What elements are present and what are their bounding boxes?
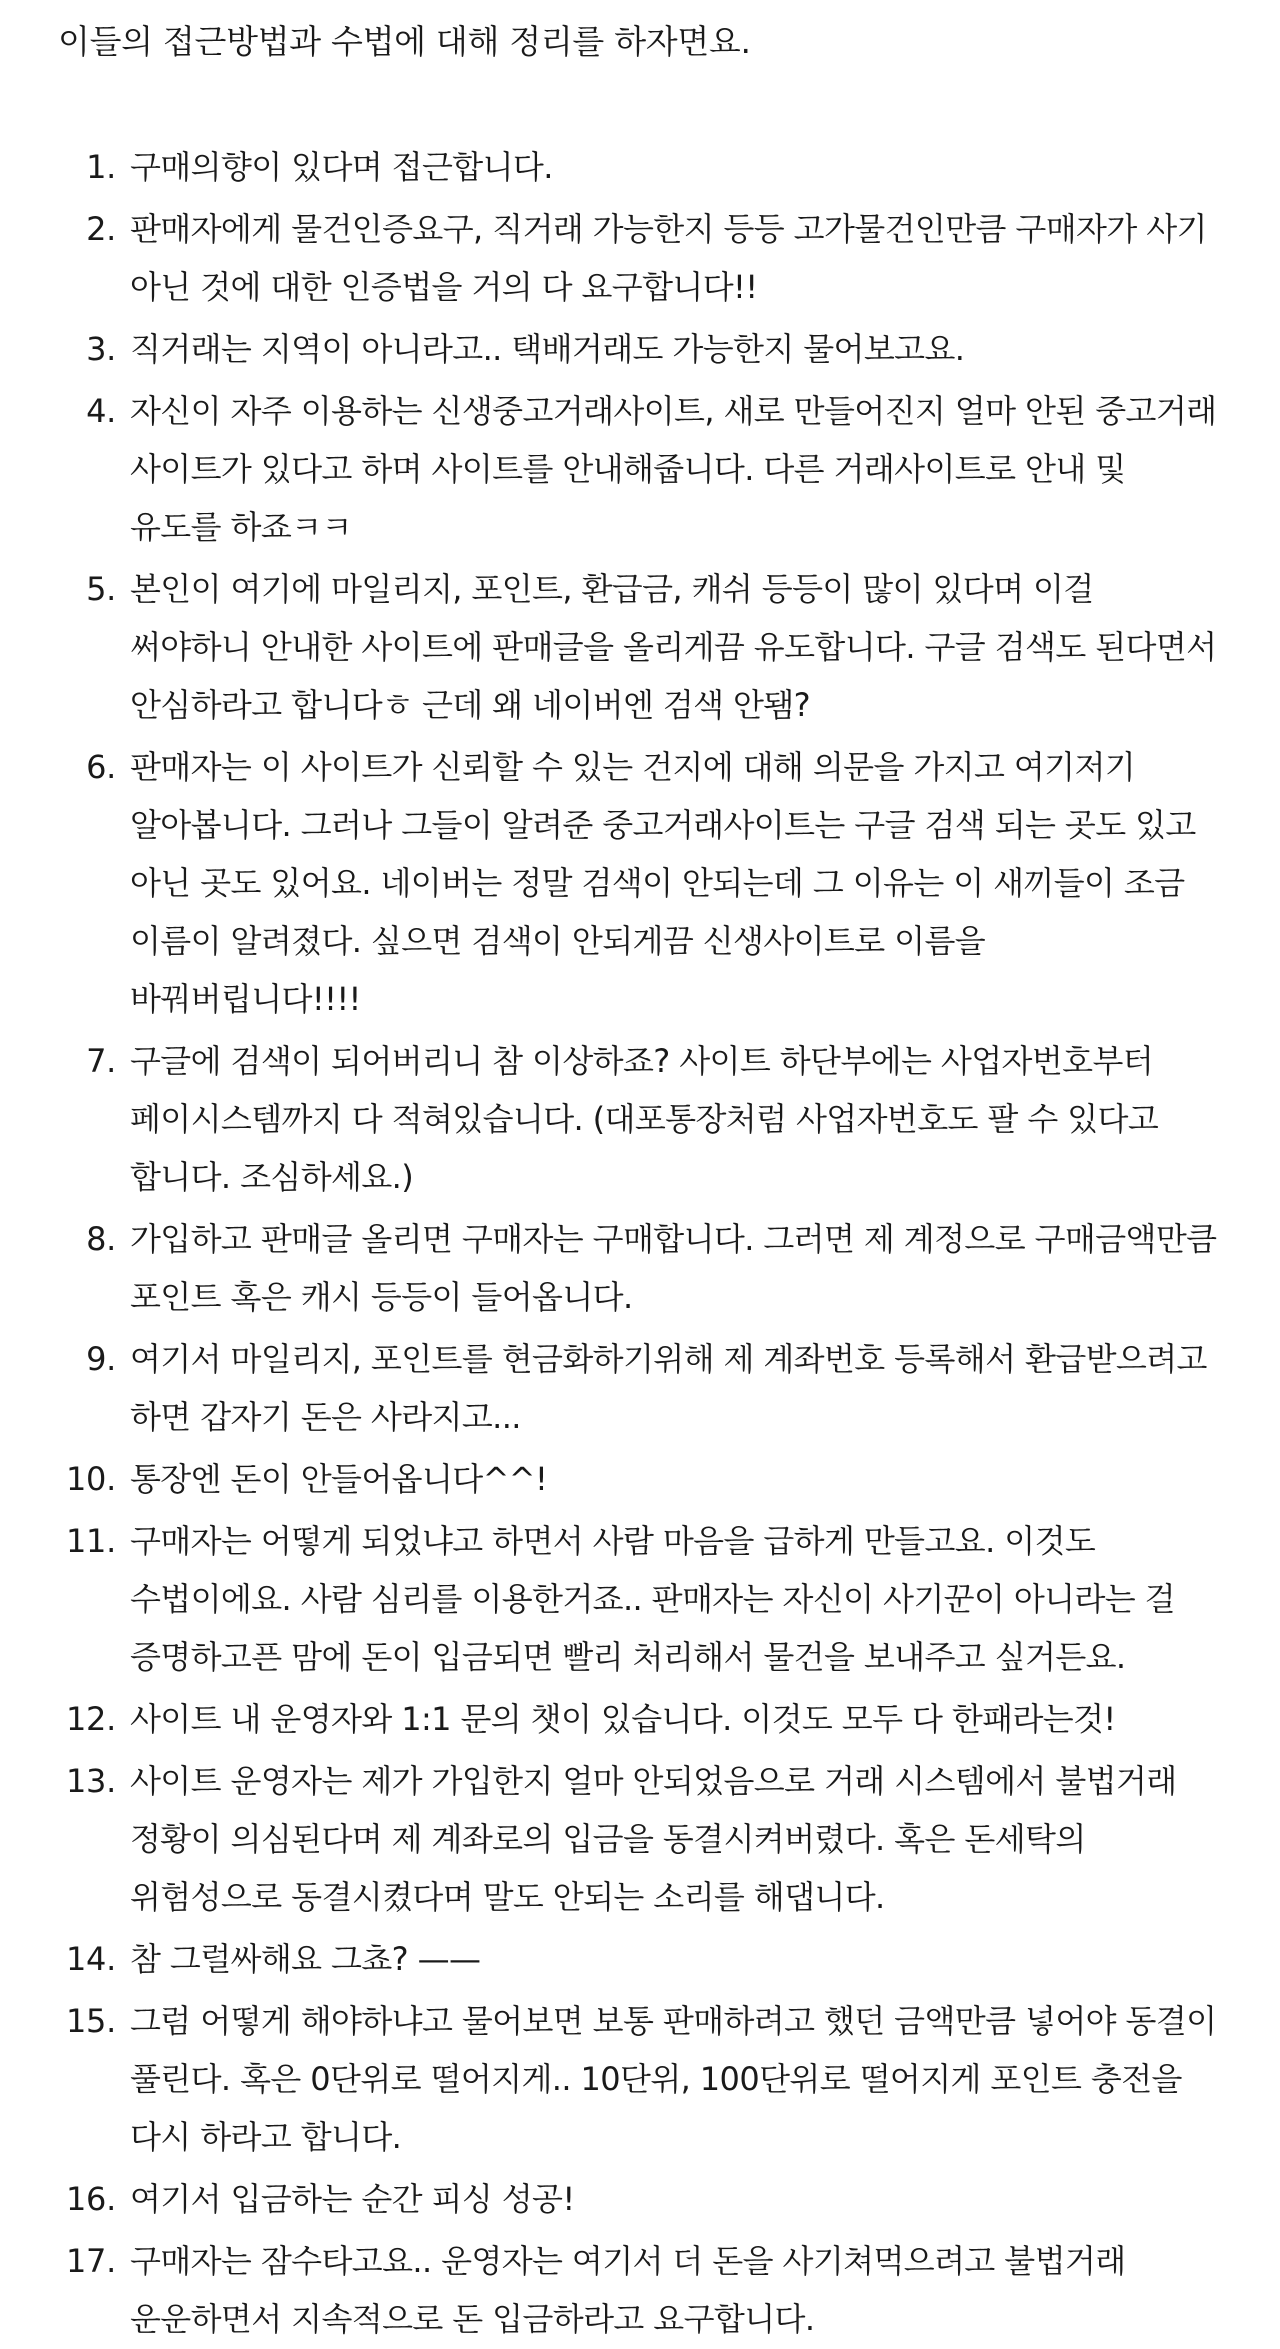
intro-paragraph: 이들의 접근방법과 수법에 대해 정리를 하자면요. (58, 22, 751, 61)
list-item (50, 138, 1220, 196)
list-item (50, 1210, 1220, 1326)
list-item-number: 14. (66, 1940, 116, 1978)
scam-steps-list (50, 138, 1220, 2348)
list-item-number: 13. (66, 1762, 116, 1800)
list-item (50, 1930, 1220, 1988)
list-item-text: 본인이 여기에 마일리지, 포인트, 환급금, 캐쉬 등등이 많이 있다며 이걸 써야하니 안내한 사이트에 판매글을 올리게끔 유도합니다. 구글 검색도 된다면서 안심하라고 합니다ㅎ 근데 왜 네이버엔 검색 안됌? (130, 570, 1217, 724)
list-item-text: 그럼 어떻게 해야하냐고 물어보면 보통 판매하려고 했던 금액만큼 넣어야 동결이 풀린다. 혹은 0단위로 떨어지게.. 10단위, 100단위로 떨어지게 포인트 충전을 다시 하라고 합니다. (130, 2002, 1217, 2156)
list-item-number: 16. (66, 2180, 116, 2218)
list-item (50, 2170, 1220, 2228)
list-item-number: 15. (66, 2002, 116, 2040)
list-item-text: 사이트 운영자는 제가 가입한지 얼마 안되었음으로 거래 시스템에서 불법거래 정황이 의심된다며 제 계좌로의 입금을 동결시켜버렸다. 혹은 돈세탁의 위험성으로 동결시켰다며 말도 안되는 소리를 해댑니다. (130, 1762, 1177, 1916)
list-item-text: 여기서 마일리지, 포인트를 현금화하기위해 제 계좌번호 등록해서 환급받으려고 하면 갑자기 돈은 사라지고... (130, 1340, 1207, 1436)
list-item-text: 직거래는 지역이 아니라고.. 택배거래도 가능한지 물어보고요. (130, 330, 965, 368)
list-item-number: 8. (86, 1220, 116, 1258)
list-item-text: 사이트 내 운영자와 1:1 문의 챗이 있습니다. 이것도 모두 다 한패라는것! (130, 1700, 1116, 1738)
list-item (50, 320, 1220, 378)
list-item-number: 5. (86, 570, 116, 608)
list-item-text: 참 그럴싸해요 그쵸? —— (130, 1940, 481, 1978)
list-item (50, 560, 1220, 734)
list-item (50, 1752, 1220, 1926)
list-item-text: 판매자는 이 사이트가 신뢰할 수 있는 건지에 대해 의문을 가지고 여기저기 알아봅니다. 그러나 그들이 알려준 중고거래사이트는 구글 검색 되는 곳도 있고 아닌 곳도 있어요. 네이버는 정말 검색이 안되는데 그 이유는 이 새끼들이 조금 이름이 알려졌다. 싶으면 검색이 안되게끔 신생사이트로 이름을 바꿔버립니다!!!! (130, 748, 1196, 1018)
list-item-number: 6. (86, 748, 116, 786)
list-item (50, 1690, 1220, 1748)
list-item-text: 구매자는 잠수타고요.. 운영자는 여기서 더 돈을 사기쳐먹으려고 불법거래 운운하면서 지속적으로 돈 입금하라고 요구합니다. (130, 2242, 1126, 2338)
list-item (50, 1992, 1220, 2166)
list-item-text: 구글에 검색이 되어버리니 참 이상하죠? 사이트 하단부에는 사업자번호부터 페이시스템까지 다 적혀있습니다. (대포통장처럼 사업자번호도 팔 수 있다고 합니다. 조심하세요.) (130, 1042, 1159, 1196)
list-item (50, 200, 1220, 316)
list-item-number: 9. (86, 1340, 116, 1378)
list-item-number: 11. (66, 1522, 116, 1560)
list-item-number: 4. (86, 392, 116, 430)
list-item-text: 여기서 입금하는 순간 피싱 성공! (130, 2180, 575, 2218)
list-item-number: 3. (86, 330, 116, 368)
list-item-text: 판매자에게 물건인증요구, 직거래 가능한지 등등 고가물건인만큼 구매자가 사기 아닌 것에 대한 인증법을 거의 다 요구합니다!! (130, 210, 1207, 306)
list-item-number: 17. (66, 2242, 116, 2280)
list-item-number: 12. (66, 1700, 116, 1738)
list-item (50, 382, 1220, 556)
list-item (50, 1032, 1220, 1206)
list-item-number: 1. (86, 148, 116, 186)
list-item-text: 통장엔 돈이 안들어옵니다^^! (130, 1460, 548, 1498)
list-item-number: 7. (86, 1042, 116, 1080)
list-item-text: 구매자는 어떻게 되었냐고 하면서 사람 마음을 급하게 만들고요. 이것도 수법이에요. 사람 심리를 이용한거죠.. 판매자는 자신이 사기꾼이 아니라는 걸 증명하고픈 맘에 돈이 입금되면 빨리 처리해서 물건을 보내주고 싶거든요. (130, 1522, 1175, 1676)
list-item (50, 2232, 1220, 2348)
list-item (50, 1450, 1220, 1508)
list-item (50, 738, 1220, 1028)
list-item-number: 10. (66, 1460, 116, 1498)
list-item (50, 1330, 1220, 1446)
list-item-text: 구매의향이 있다며 접근합니다. (130, 148, 553, 186)
list-item (50, 1512, 1220, 1686)
list-item-number: 2. (86, 210, 116, 248)
list-item-text: 자신이 자주 이용하는 신생중고거래사이트, 새로 만들어진지 얼마 안된 중고거래 사이트가 있다고 하며 사이트를 안내해줍니다. 다른 거래사이트로 안내 및 유도를 하죠ㅋㅋ (130, 392, 1217, 546)
list-item-text: 가입하고 판매글 올리면 구매자는 구매합니다. 그러면 제 계정으로 구매금액만큼 포인트 혹은 캐시 등등이 들어옵니다. (130, 1220, 1217, 1316)
